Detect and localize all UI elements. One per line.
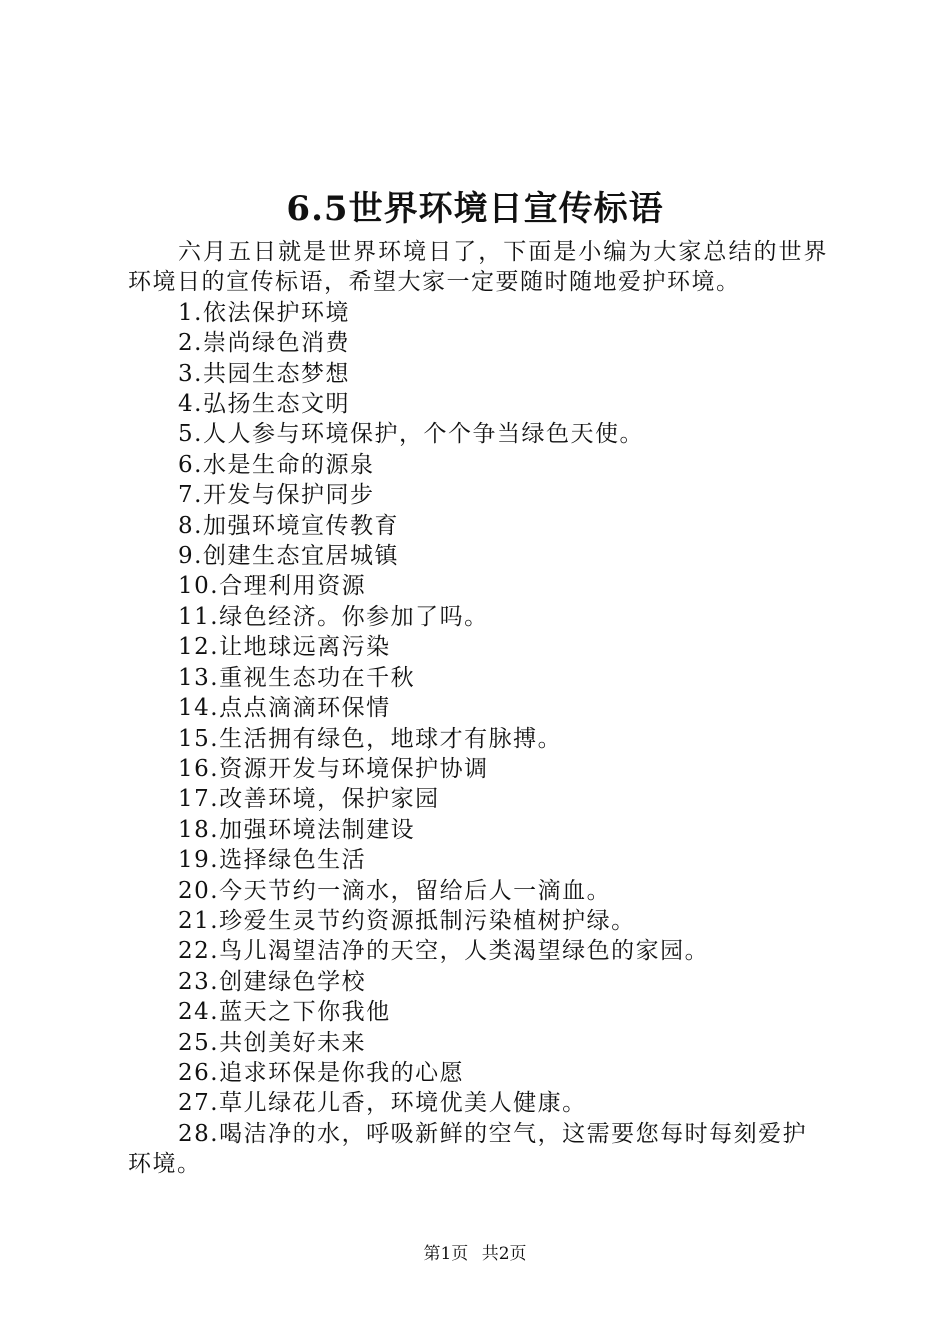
slogan-item: 8.加强环境宣传教育 [178,512,399,539]
slogan-item: 11.绿色经济。你参加了吗。 [178,603,489,630]
intro-paragraph: 六月五日就是世界环境日了，下面是小编为大家总结的世界环境日的宣传标语，希望大家一定要随时随地爱护环境。 [128,239,828,296]
slogan-item: 16.资源开发与环境保护协调 [178,755,489,782]
slogan-item: 19.选择绿色生活 [178,847,367,874]
slogan-list [128,298,828,1180]
slogan-item: 10.合理利用资源 [178,573,367,600]
slogan-item: 24.蓝天之下你我他 [178,999,391,1026]
slogan-item: 22.鸟儿渴望洁净的天空，人类渴望绿色的家园。 [178,938,710,965]
slogan-item: 26.追求环保是你我的心愿 [178,1059,465,1086]
slogan-item: 12.让地球远离污染 [178,634,391,661]
slogan-item: 9.创建生态宜居城镇 [178,543,399,570]
slogan-item: 13.重视生态功在千秋 [178,664,416,691]
slogan-item: 7.开发与保护同步 [178,482,375,509]
slogan-item: 5.人人参与环境保护，个个争当绿色天使。 [178,421,644,448]
slogan-item: 1.依法保护环境 [178,299,350,326]
slogan-item: 27.草儿绿花儿香，环境优美人健康。 [178,1090,587,1117]
page-footer [0,1242,950,1266]
slogan-item: 18.加强环境法制建设 [178,816,416,843]
slogan-item: 2.崇尚绿色消费 [178,330,350,357]
slogan-item: 23.创建绿色学校 [178,968,367,995]
slogan-item: 4.弘扬生态文明 [178,391,350,418]
slogan-item: 17.改善环境，保护家园 [178,786,440,813]
slogan-item: 25.共创美好未来 [178,1029,367,1056]
slogan-item: 21.珍爱生灵节约资源抵制污染植树护绿。 [178,907,636,934]
slogan-item: 15.生活拥有绿色，地球才有脉搏。 [178,725,563,752]
slogan-item: 6.水是生命的源泉 [178,451,375,478]
page-number-current: 第1页 [423,1244,469,1264]
page-number-total: 共2页 [481,1244,527,1264]
slogan-item: 3.共园生态梦想 [178,360,350,387]
document-body [128,237,828,1180]
slogan-item: 20.今天节约一滴水，留给后人一滴血。 [178,877,612,904]
slogan-item: 14.点点滴滴环保情 [178,695,391,722]
document-title: 6.5世界环境日宣传标语 [286,189,664,229]
slogan-item: 28.喝洁净的水，呼吸新鲜的空气，这需要您每时每刻爱护环境。 [128,1120,808,1178]
